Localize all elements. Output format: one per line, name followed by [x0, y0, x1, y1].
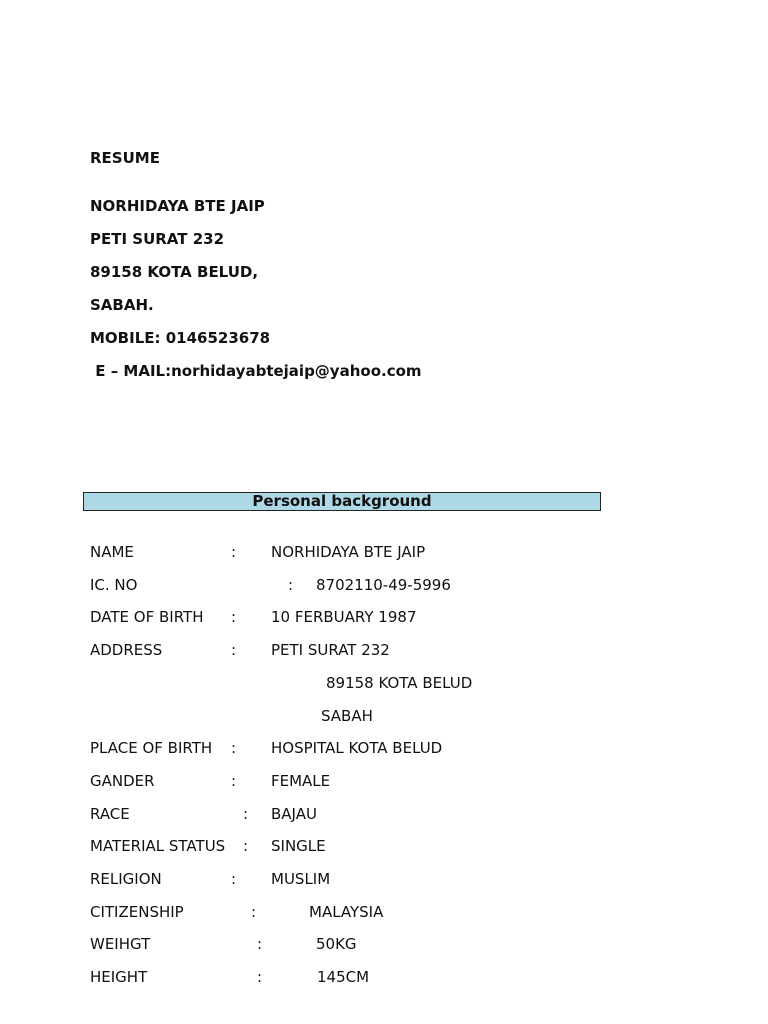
detail-value: 145CM	[317, 968, 370, 986]
detail-separator: :	[231, 870, 237, 888]
detail-value: 10 FERBUARY 1987	[271, 608, 417, 626]
detail-value: MALAYSIA	[309, 903, 384, 921]
detail-value: BAJAU	[271, 805, 317, 823]
detail-separator: :	[243, 837, 249, 855]
detail-value: NORHIDAYA BTE JAIP	[271, 543, 426, 561]
detail-separator: :	[231, 772, 237, 790]
detail-value: SINGLE	[271, 837, 326, 855]
detail-label: ADDRESS	[90, 641, 163, 659]
detail-label: PLACE OF BIRTH	[90, 739, 213, 757]
detail-separator: :	[231, 641, 237, 659]
detail-separator: :	[243, 805, 249, 823]
detail-value: MUSLIM	[271, 870, 331, 888]
detail-value: 89158 KOTA BELUD	[326, 674, 473, 692]
mobile-number: MOBILE: 0146523678	[90, 329, 271, 347]
detail-value: SABAH	[321, 707, 373, 725]
detail-label: GANDER	[90, 772, 155, 790]
detail-separator: :	[257, 935, 263, 953]
address-line-2: 89158 KOTA BELUD,	[90, 263, 259, 281]
document-title: RESUME	[90, 149, 160, 167]
detail-value: 8702110-49-5996	[316, 576, 451, 594]
detail-value: FEMALE	[271, 772, 331, 790]
detail-separator: :	[257, 968, 263, 986]
detail-label: IC. NO	[90, 576, 138, 594]
detail-separator: :	[231, 739, 237, 757]
section-header-personal-background: Personal background	[83, 492, 601, 511]
email-address: E – MAIL:norhidayabtejaip@yahoo.com	[90, 362, 422, 380]
address-line-1: PETI SURAT 232	[90, 230, 225, 248]
detail-separator: :	[288, 576, 294, 594]
detail-label: RELIGION	[90, 870, 162, 888]
detail-label: HEIGHT	[90, 968, 148, 986]
detail-value: 50KG	[316, 935, 357, 953]
detail-separator: :	[251, 903, 257, 921]
detail-value: HOSPITAL KOTA BELUD	[271, 739, 443, 757]
address-line-3: SABAH.	[90, 296, 154, 314]
detail-label: MATERIAL STATUS	[90, 837, 226, 855]
detail-label: RACE	[90, 805, 130, 823]
detail-value: PETI SURAT 232	[271, 641, 390, 659]
detail-separator: :	[231, 608, 237, 626]
applicant-name: NORHIDAYA BTE JAIP	[90, 197, 265, 215]
detail-label: WEIHGT	[90, 935, 151, 953]
detail-label: NAME	[90, 543, 134, 561]
detail-label: CITIZENSHIP	[90, 903, 184, 921]
detail-label: DATE OF BIRTH	[90, 608, 204, 626]
detail-separator: :	[231, 543, 237, 561]
